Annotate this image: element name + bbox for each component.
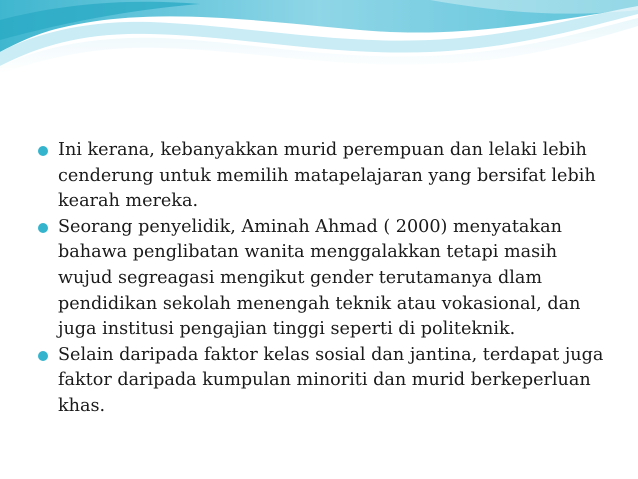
header-wave-decoration <box>0 0 638 80</box>
round-bullet-icon <box>38 223 48 233</box>
bullet-list <box>36 138 616 420</box>
bullet-text: Selain daripada faktor kelas sosial dan jantina, terdapat juga faktor daripada kumpulan minoriti dan murid berkeperluan khas. <box>58 344 604 416</box>
bullet-item-1 <box>36 138 616 215</box>
round-bullet-icon <box>38 146 48 156</box>
bullet-item-2 <box>36 215 616 343</box>
bullet-text: Seorang penyelidik, Aminah Ahmad ( 2000) menyatakan bahawa penglibatan wanita menggalakkan tetapi masih wujud segreagasi mengikut gender terutamanya dlam pendidikan sekolah menengah teknik atau vokasional, dan juga institusi pengajian tinggi seperti di politeknik. <box>58 216 581 340</box>
bullet-item-3 <box>36 343 616 420</box>
slide-body <box>36 138 616 420</box>
bullet-text: Ini kerana, kebanyakkan murid perempuan dan lelaki lebih cenderung untuk memilih matapelajaran yang bersifat lebih kearah mereka. <box>58 140 596 212</box>
round-bullet-icon <box>38 351 48 361</box>
